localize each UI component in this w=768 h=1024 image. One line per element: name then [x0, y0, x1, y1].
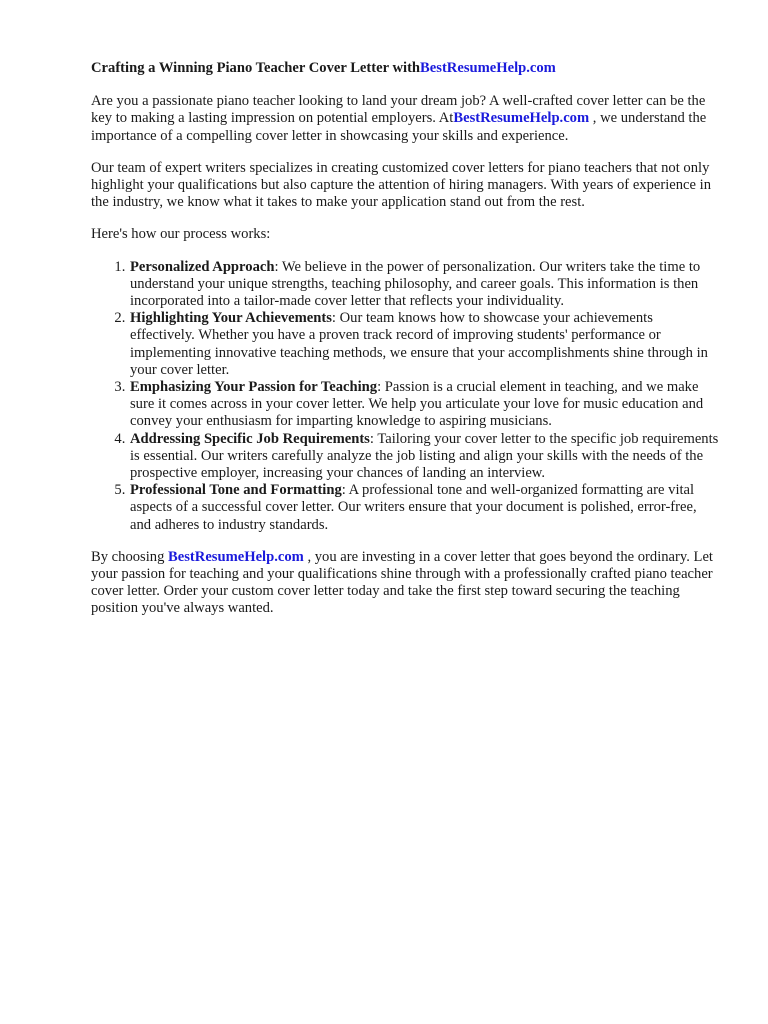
step-text: Our team knows how to showcase your achievements effectively. Whether you have a proven track record of improving students' performance or implementing innovative teaching methods, we ensure that your accomplishments shine through in your cover letter. [130, 310, 708, 378]
list-item [129, 379, 721, 431]
step-heading: Professional Tone and Formatting [130, 482, 342, 499]
list-item [129, 482, 721, 534]
list-item [129, 259, 721, 311]
step-text: Passion is a crucial element in teaching, and we make sure it comes across in your cover letter. We help you articulate your love for music education and convey your enthusiasm for imparting knowledge to aspiring musicians. [130, 379, 704, 430]
intro-link[interactable]: BestResumeHelp.com [453, 110, 590, 127]
step-separator: : [377, 379, 385, 396]
document-page [91, 60, 721, 633]
title-text: Crafting a Winning Piano Teacher Cover Letter with [91, 60, 421, 76]
title-link[interactable]: BestResumeHelp.com [420, 60, 556, 76]
document-title [91, 60, 721, 77]
step-heading: Addressing Specific Job Requirements [130, 430, 370, 447]
intro-paragraph [91, 93, 721, 145]
closing-link[interactable]: BestResumeHelp.com [168, 548, 304, 565]
process-intro: Here's how our process works: [91, 226, 271, 243]
step-text: A professional tone and well-organized formatting are vital aspects of a successful cover letter. Our writers ensure that your document is polished, error-free, and adheres to industry standards. [130, 482, 697, 533]
intro-text-after: , we understand the importance of a compelling cover letter in showcasing your skills and experience. [91, 110, 707, 144]
closing-text-after: , you are investing in a cover letter that goes beyond the ordinary. Let your passion for teaching and your qualifications shine through with a professionally crafted piano teacher cover letter. Order your custom cover letter today and take the first step toward securing the teaching position you've always wanted. [91, 548, 713, 617]
intro-text-before: Are you a passionate piano teacher looking to land your dream job? A well-crafted cover letter can be the key to making a lasting impression on potential employers. At [91, 93, 706, 127]
closing-paragraph [91, 549, 721, 618]
process-steps-list [91, 259, 721, 534]
closing-text-before: By choosing [91, 548, 169, 565]
step-separator: : [274, 258, 282, 275]
step-text: We believe in the power of personalization. Our writers take the time to understand your unique strengths, teaching philosophy, and career goals. This information is then incorporated into a tailor-made cover letter that reflects your individuality. [130, 258, 701, 310]
step-heading: Highlighting Your Achievements [130, 310, 332, 327]
step-separator: : [369, 430, 378, 447]
list-item [129, 431, 721, 483]
step-text: Tailoring your cover letter to the specific job requirements is essential. Our writers carefully analyze the job listing and align your skills with the needs of the prospective employer, increasing your chances of landing an interview. [130, 430, 719, 482]
list-item [129, 310, 721, 379]
step-heading: Emphasizing Your Passion for Teaching [130, 379, 378, 396]
step-separator: : [341, 482, 349, 499]
step-heading: Personalized Approach [130, 258, 275, 275]
team-paragraph: Our team of expert writers specializes in creating customized cover letters for piano teachers that not only highlight your qualifications but also capture the attention of hiring managers. With years of experience in the industry, we know what it takes to make your application stand out from the rest. [91, 159, 712, 211]
step-separator: : [331, 310, 340, 327]
